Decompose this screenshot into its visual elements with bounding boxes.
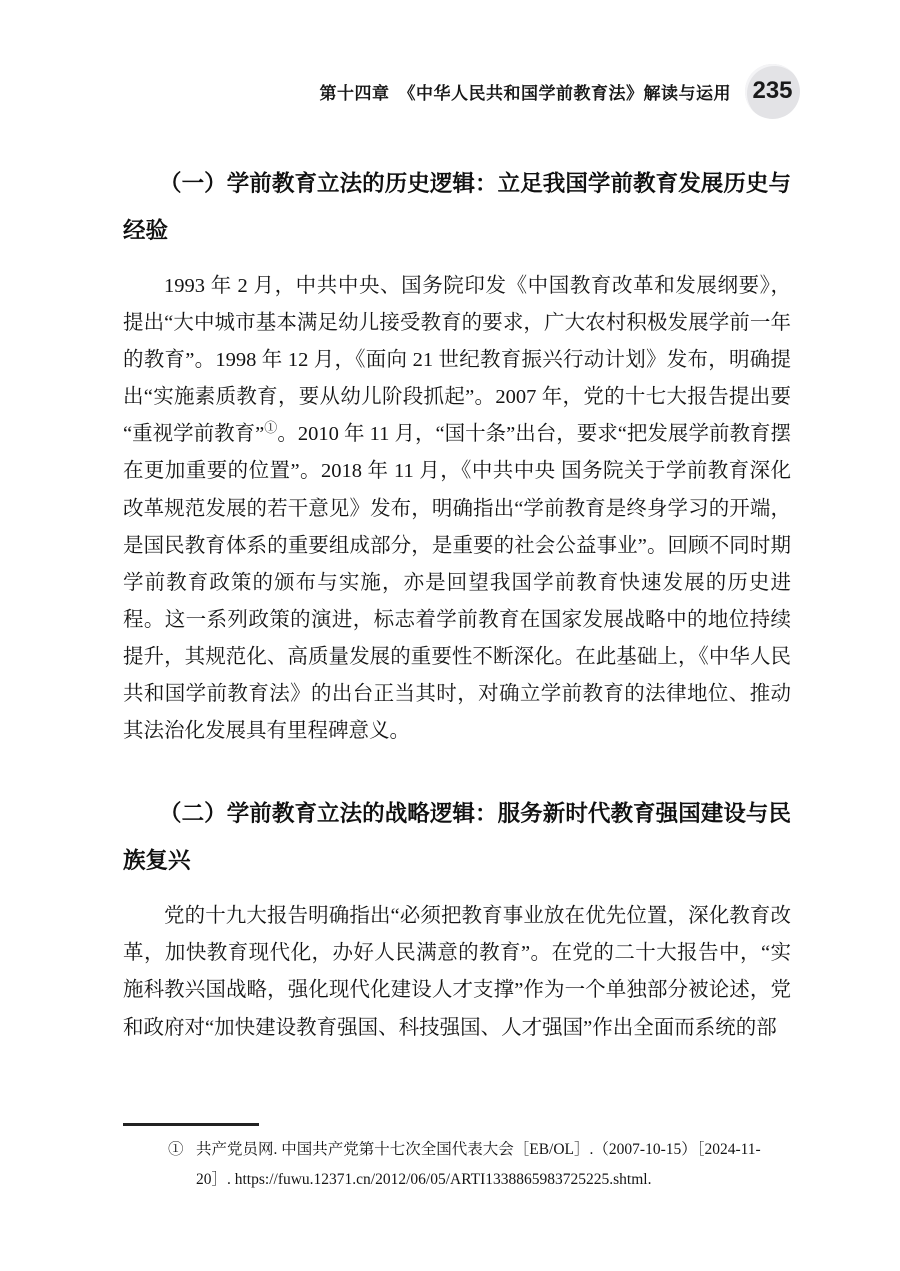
footnote-entry bbox=[123, 1135, 791, 1195]
paragraph-1-text-before-footnote: 1993 年 2 月，中共中央、国务院印发《中国教育改革和发展纲要》，提出“大中城市基本满足幼儿接受教育的要求，广大农村积极发展学前一年的教育”。1998 年 12 月，《面向 21 世纪教育振兴行动计划》发布，明确提出“实施素质教育，要从幼儿阶段抓起”。2007 年，党的十七大报告提出要“重视学前教育” bbox=[123, 275, 791, 446]
chapter-title: 第十四章 《中华人民共和国学前教育法》解读与运用 bbox=[319, 83, 731, 103]
footnote-citation: 共产党员网. 中国共产党第十七次全国代表大会［EB/OL］.（2007-10-15）［2024-11-20］. https://fuwu.12371.cn/2012/06/05/ARTI1338865983725225.shtml. bbox=[196, 1140, 761, 1188]
running-header bbox=[123, 62, 800, 120]
page-content bbox=[123, 160, 791, 1047]
section-heading-2: （二）学前教育立法的战略逻辑：服务新时代教育强国建设与民族复兴 bbox=[123, 801, 791, 874]
page-number: 235 bbox=[752, 77, 793, 104]
footnote-area bbox=[123, 1123, 791, 1195]
paragraph-1 bbox=[123, 268, 791, 750]
footnote-divider bbox=[123, 1123, 259, 1126]
section-heading-1: （一）学前教育立法的历史逻辑：立足我国学前教育发展历史与经验 bbox=[123, 171, 791, 243]
footnote-reference-1: ① bbox=[264, 420, 278, 436]
paragraph-2: 党的十九大报告明确指出“必须把教育事业放在优先位置，深化教育改革，加快教育现代化，办好人民满意的教育”。在党的二十大报告中，“实施科教兴国战略，强化现代化建设人才支撑”作为一个单独部分被论述，党和政府对“加快建设教育强国、科技强国、人才强国”作出全面而系统的部 bbox=[123, 905, 791, 1039]
paragraph-1-text-after-footnote: 。2010 年 11 月，“国十条”出台，要求“把发展学前教育摆在更加重要的位置”。2018 年 11 月，《中共中央 国务院关于学前教育深化改革规范发展的若干意见》发布，明确指出“学前教育是终身学习的开端，是国民教育体系的重要组成部分，是重要的社会公益事业”。回顾不同时期学前教育政策的颁布与实施，亦是回望我国学前教育快速发展的历史进程。这一系列政策的演进，标志着学前教育在国家发展战略中的地位持续提升，其规范化、高质量发展的重要性不断深化。在此基础上，《中华人民共和国学前教育法》的出台正当其时，对确立学前教育的法律地位、推动其法治化发展具有里程碑意义。 bbox=[123, 423, 791, 743]
page-number-badge bbox=[745, 64, 800, 119]
footnote-marker: ① bbox=[168, 1140, 184, 1158]
